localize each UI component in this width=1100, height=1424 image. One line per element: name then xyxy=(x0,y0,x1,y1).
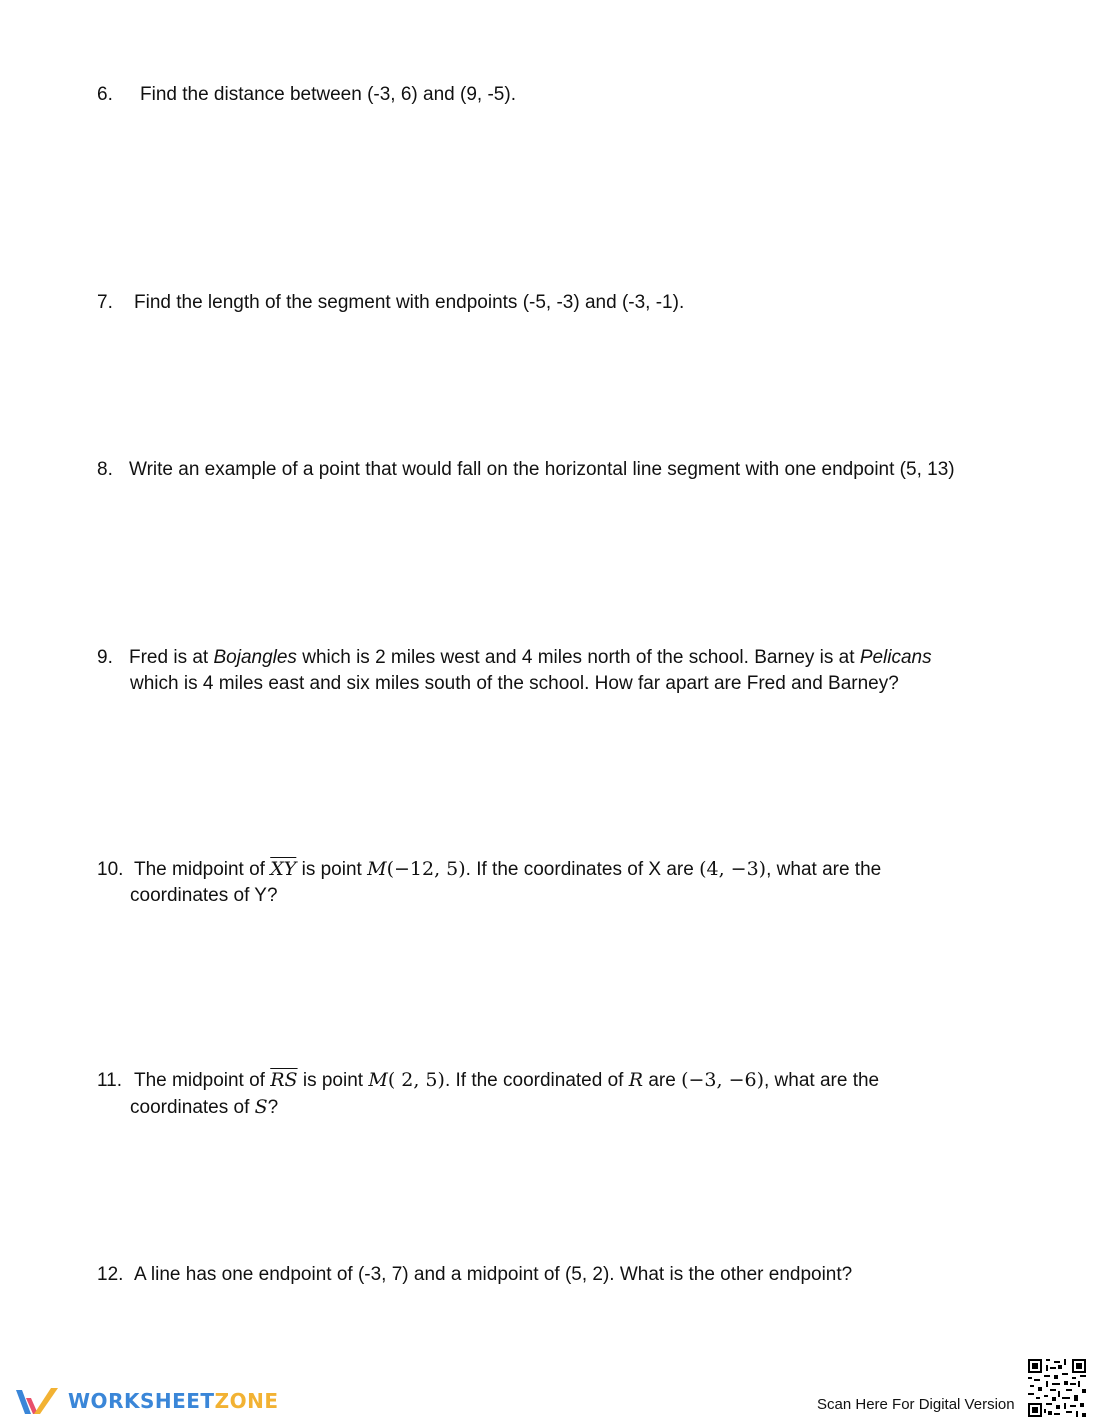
question-11 xyxy=(97,1067,879,1121)
question-text: Find the distance between (-3, 6) and (9, -5). xyxy=(140,84,516,105)
question-8 xyxy=(97,457,955,483)
question-text-part: . If the coordinated of xyxy=(444,1070,629,1091)
question-6 xyxy=(97,82,516,108)
question-12 xyxy=(97,1262,852,1288)
segment-label: $\overline{RS}$ xyxy=(270,1069,298,1091)
question-number: 10. xyxy=(97,859,124,880)
question-text-line2: which is 4 miles east and six miles south of the school. How far apart are Fred and Barney? xyxy=(130,673,899,694)
question-text-part: The midpoint of xyxy=(134,1070,271,1091)
qr-code-icon[interactable] xyxy=(1028,1359,1086,1417)
question-text-part: ? xyxy=(267,1097,279,1118)
question-text-part: The midpoint of xyxy=(134,859,271,880)
question-text-part: coordinates of xyxy=(130,1097,255,1118)
question-text-part: is point xyxy=(296,859,368,880)
worksheetzone-logo xyxy=(14,1384,278,1418)
question-text: A line has one endpoint of (-3, 7) and a midpoint of (5, 2). What is the other endpoint? xyxy=(134,1264,853,1285)
coordinate: ( 2, 5) xyxy=(387,1069,445,1091)
coordinate: (−3, −6) xyxy=(681,1069,764,1091)
point-label: M xyxy=(367,858,387,880)
question-number: 6. xyxy=(97,84,113,105)
question-text-part: is point xyxy=(297,1070,369,1091)
coordinate: (−12, 5) xyxy=(386,858,466,880)
place-name: Bojangles xyxy=(213,647,297,668)
logo-w-icon xyxy=(14,1384,60,1418)
question-10 xyxy=(97,856,881,909)
logo-text-part: ZONE xyxy=(214,1389,279,1413)
question-text-line2 xyxy=(97,1094,879,1121)
question-text: Write an example of a point that would fall on the horizontal line segment with one endpoint (5, 13) xyxy=(129,459,955,480)
question-9 xyxy=(97,645,932,697)
question-text-part: which is 2 miles west and 4 miles north of the school. Barney is at xyxy=(296,647,860,668)
variable-label: R xyxy=(628,1069,644,1091)
place-name: Pelicans xyxy=(859,647,932,668)
question-text-part: are xyxy=(643,1070,682,1091)
question-7 xyxy=(97,290,684,316)
point-label: M xyxy=(368,1069,388,1091)
logo-text xyxy=(68,1389,278,1413)
scan-caption: Scan Here For Digital Version xyxy=(817,1396,1015,1413)
question-number: 7. xyxy=(97,292,113,313)
question-number: 11. xyxy=(97,1070,123,1091)
question-text-part: . If the coordinates of X are xyxy=(465,859,700,880)
question-text-part: Fred is at xyxy=(129,647,214,668)
variable-label: S xyxy=(254,1096,268,1118)
question-text-part: , what are the xyxy=(764,1070,880,1091)
logo-text-part: WORKSHEET xyxy=(68,1389,215,1413)
question-text-line2: coordinates of Y? xyxy=(130,885,278,906)
coordinate: (4, −3) xyxy=(699,858,767,880)
question-number: 8. xyxy=(97,459,113,480)
question-text: Find the length of the segment with endpoints (-5, -3) and (-3, -1). xyxy=(134,292,685,313)
segment-label: $\overline{XY}$ xyxy=(270,858,297,880)
question-number: 9. xyxy=(97,647,113,668)
question-number: 12. xyxy=(97,1264,124,1285)
question-text-part: , what are the xyxy=(766,859,882,880)
